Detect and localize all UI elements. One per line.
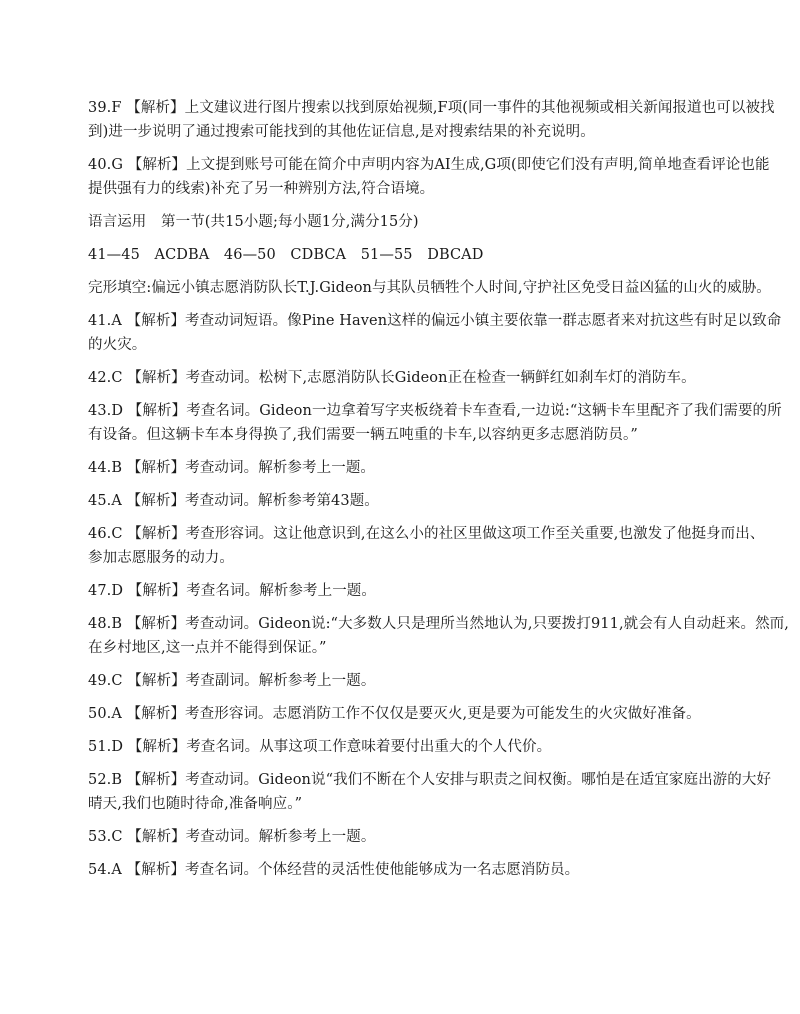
answer-46-line-1: 46.C 【解析】考查形容词。这让他意识到,在这么小的社区里做这项工作至关重要,也激发了他挺身而出、	[88, 526, 765, 542]
answer-39-line-1: 39.F 【解析】上文建议进行图片搜索以找到原始视频,F项(同一事件的其他视频或相关新闻报道也可以被找	[88, 100, 775, 116]
cloze-summary: 完形填空:偏远小镇志愿消防队长T.J.Gideon与其队员牺牲个人时间,守护社区免受日益凶猛的山火的威胁。	[88, 280, 771, 296]
answer-41-line-2: 的火灾。	[88, 337, 147, 353]
answer-40-line-2: 提供强有力的线索)补充了另一种辨别方法,符合语境。	[88, 181, 435, 197]
answer-44: 44.B 【解析】考查动词。解析参考上一题。	[88, 460, 376, 476]
answer-46-line-2: 参加志愿服务的动力。	[88, 550, 234, 566]
section-heading: 语言运用 第一节(共15小题;每小题1分,满分15分)	[88, 214, 419, 230]
answer-40-line-1: 40.G 【解析】上文提到账号可能在简介中声明内容为AI生成,G项(即使它们没有声明,简单地查看评论也能	[88, 157, 770, 173]
answer-39-line-2: 到)进一步说明了通过搜索可能找到的其他佐证信息,是对搜索结果的补充说明。	[88, 124, 595, 140]
answer-47: 47.D 【解析】考查名词。解析参考上一题。	[88, 583, 376, 599]
answer-41-line-1: 41.A 【解析】考查动词短语。像Pine Haven这样的偏远小镇主要依靠一群志愿者来对抗这些有时足以致命	[88, 313, 782, 329]
answer-53: 53.C 【解析】考查动词。解析参考上一题。	[88, 829, 376, 845]
answer-49: 49.C 【解析】考查副词。解析参考上一题。	[88, 673, 376, 689]
answer-summary: 41—45 ACDBA 46—50 CDBCA 51—55 DBCAD	[88, 247, 484, 263]
answer-43-line-2: 有设备。但这辆卡车本身得换了,我们需要一辆五吨重的卡车,以容纳更多志愿消防员。”	[88, 427, 638, 443]
answer-52-line-2: 晴天,我们也随时待命,准备响应。”	[88, 796, 303, 812]
answer-45: 45.A 【解析】考查动词。解析参考第43题。	[88, 493, 379, 509]
answer-43-line-1: 43.D 【解析】考查名词。Gideon一边拿着写字夹板绕着卡车查看,一边说:“这辆卡车里配齐了我们需要的所	[88, 403, 782, 419]
answer-48-line-2: 在乡村地区,这一点并不能得到保证。”	[88, 640, 327, 656]
answer-52-line-1: 52.B 【解析】考查动词。Gideon说“我们不断在个人安排与职责之间权衡。哪怕是在适宜家庭出游的大好	[88, 772, 772, 788]
answer-42: 42.C 【解析】考查动词。松树下,志愿消防队长Gideon正在检查一辆鲜红如刹车灯的消防车。	[88, 370, 696, 386]
answer-50: 50.A 【解析】考查形容词。志愿消防工作不仅仅是要灭火,更是要为可能发生的火灾做好准备。	[88, 706, 701, 722]
answer-54: 54.A 【解析】考查名词。个体经营的灵活性使他能够成为一名志愿消防员。	[88, 862, 580, 878]
answer-51: 51.D 【解析】考查名词。从事这项工作意味着要付出重大的个人代价。	[88, 739, 552, 755]
answer-48-line-1: 48.B 【解析】考查动词。Gideon说:“大多数人只是理所当然地认为,只要拨打911,就会有人自动赶来。然而,	[88, 616, 789, 632]
answer-key-page	[88, 96, 789, 882]
